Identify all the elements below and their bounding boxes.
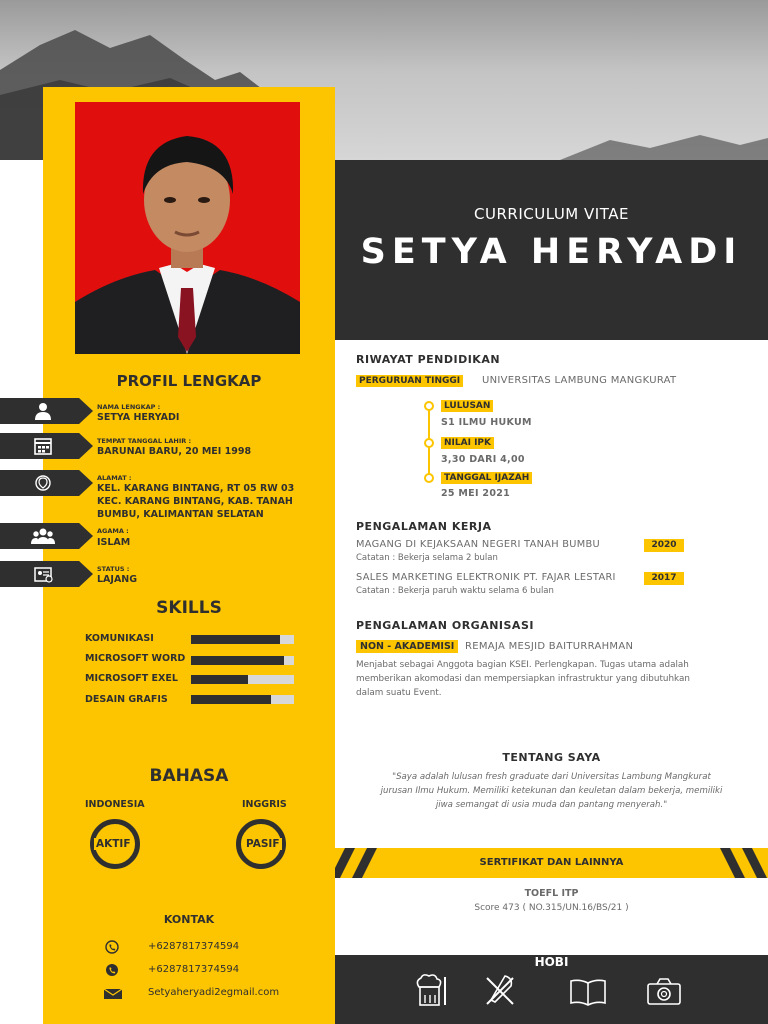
kontak-title: KONTAK: [163, 913, 215, 926]
phone-icon: [104, 940, 120, 954]
certificate-title: SERTIFIKAT DAN LAINNYA: [479, 857, 624, 868]
skill-name: KOMUNIKASI: [85, 633, 154, 644]
timeline-label: NILAI IPK: [441, 437, 494, 449]
profile-row-tag: [0, 398, 93, 424]
profile-row-tag: [0, 561, 93, 587]
timeline-value: 3,30 DARI 4,00: [441, 454, 525, 465]
contact-email: Setyaheryadi2egmail.com: [148, 987, 280, 998]
skill-name: MICROSOFT EXEL: [85, 673, 178, 684]
organization-tag: NON - AKADEMISI: [356, 640, 458, 653]
group-icon: [30, 527, 56, 545]
profile-label: TEMPAT TANGGAL LAHIR :: [97, 437, 192, 445]
organization-desc-line: memberikan akomodasi dan mempersiapkan infrastruktur yang dibutuhkan: [356, 674, 690, 684]
profile-row-tag: [0, 523, 93, 549]
skill-bar-fill: [191, 695, 271, 704]
skill-bar-fill: [191, 675, 248, 684]
id-card-icon: [30, 565, 56, 583]
work-item-note: Catatan : Bekerja paruh waktu selama 6 bulan: [356, 586, 554, 596]
mail-icon: [103, 988, 123, 1000]
whatsapp-icon: [104, 963, 120, 977]
bahasa-title: BAHASA: [149, 766, 229, 786]
contact-whatsapp: +6287817374594: [148, 964, 240, 975]
skill-bar-fill: [191, 635, 280, 644]
utensils-icon: [483, 974, 519, 1008]
profile-value-line: KEC. KARANG BINTANG, KAB. TANAH: [97, 496, 293, 507]
work-item-year: 2017: [644, 572, 684, 585]
about-title: TENTANG SAYA: [502, 751, 601, 764]
language-name: INDONESIA: [85, 799, 145, 810]
profile-label: STATUS :: [97, 565, 130, 573]
profile-row-tag: [0, 470, 93, 496]
skill-bar: [191, 656, 294, 665]
skills-title: SKILLS: [156, 598, 222, 618]
education-title: RIWAYAT PENDIDIKAN: [356, 353, 501, 366]
timeline-dot: [424, 438, 434, 448]
profile-value: ISLAM: [97, 537, 131, 548]
timeline-label: LULUSAN: [441, 400, 493, 412]
timeline-value: S1 ILMU HUKUM: [441, 417, 532, 428]
about-line: jiwa semangat di usia muda dan pantang menyerah.": [435, 800, 668, 810]
certificate-band: [335, 848, 768, 878]
skill-name: DESAIN GRAFIS: [85, 694, 168, 705]
skill-name: MICROSOFT WORD: [85, 653, 186, 664]
organization-desc-line: Menjabat sebagai Anggota bagian KSEI. Perlengkapan. Tugas utama adalah: [356, 660, 689, 670]
skill-bar: [191, 635, 294, 644]
organization-name: REMAJA MESJID BAITURRAHMAN: [465, 641, 634, 652]
profile-photo: [75, 102, 300, 354]
about-line: jurusan Ilmu Hukum. Memiliki ketekunan dan keuletan dalam bekerja, memiliki: [380, 786, 723, 796]
profile-value-line: KEL. KARANG BINTANG, RT 05 RW 03: [97, 483, 295, 494]
profile-label: AGAMA :: [97, 527, 129, 535]
book-icon: [568, 977, 608, 1007]
work-title: PENGALAMAN KERJA: [356, 520, 492, 533]
organization-title: PENGALAMAN ORGANISASI: [356, 619, 534, 632]
calendar-icon: [30, 437, 56, 455]
profile-label: NAMA LENGKAP :: [97, 403, 161, 411]
language-level: PASIF: [246, 838, 280, 850]
cooking-icon: [411, 973, 451, 1009]
work-item-title: MAGANG DI KEJAKSAAN NEGERI TANAH BUMBU: [356, 539, 601, 550]
education-tag: PERGURUAN TINGGI: [356, 375, 463, 387]
profile-value-line: BUMBU, KALIMANTAN SELATAN: [97, 509, 264, 520]
profile-value: LAJANG: [97, 574, 138, 585]
certificate-name: TOEFL ITP: [524, 888, 579, 899]
education-school: UNIVERSITAS LAMBUNG MANGKURAT: [482, 375, 677, 386]
skill-bar: [191, 695, 294, 704]
profile-title: PROFIL LENGKAP: [116, 372, 262, 390]
skill-bar: [191, 675, 294, 684]
profile-label: ALAMAT :: [97, 474, 132, 482]
work-item-year: 2020: [644, 539, 684, 552]
cv-subtitle: CURRICULUM VITAE: [474, 205, 629, 223]
profile-value: BARUNAI BARU, 20 MEI 1998: [97, 446, 252, 457]
person-icon: [30, 402, 56, 420]
hobby-title: HOBI: [534, 955, 569, 969]
language-level: AKTIF: [96, 838, 131, 850]
timeline-value: 25 MEI 2021: [441, 488, 511, 499]
organization-desc-line: dalam suatu Event.: [356, 688, 442, 698]
certificate-score: Score 473 ( NO.315/UN.16/BS/21 ): [474, 903, 629, 913]
skill-bar-fill: [191, 656, 284, 665]
timeline-dot: [424, 401, 434, 411]
profile-row-tag: [0, 433, 93, 459]
person-name: SETYA HERYADI: [360, 232, 743, 272]
timeline-label: TANGGAL IJAZAH: [441, 472, 532, 484]
camera-icon: [645, 976, 683, 1008]
timeline-dot: [424, 473, 434, 483]
language-name: INGGRIS: [242, 799, 287, 810]
profile-value: SETYA HERYADI: [97, 412, 180, 423]
work-item-title: SALES MARKETING ELEKTRONIK PT. FAJAR LESTARI: [356, 572, 616, 583]
contact-phone: +6287817374594: [148, 941, 240, 952]
about-line: "Saya adalah lulusan fresh graduate dari Universitas Lambung Mangkurat: [392, 772, 711, 782]
location-icon: [30, 474, 56, 492]
work-item-note: Catatan : Bekerja selama 2 bulan: [356, 553, 498, 563]
